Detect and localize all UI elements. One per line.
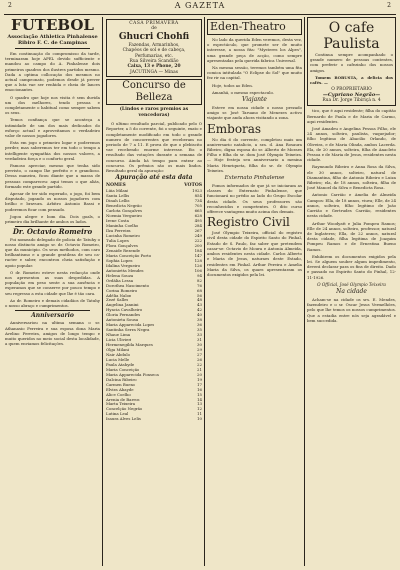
article-paragraph: Anniversariou na ultima semana o sr. Athanasio Ferreira e sua esposa dona Maria Avelino Ferreira, amigos de longo tempo e muito queridos no meio social desta localidade, a quem enviamos felicitações. bbox=[5, 320, 100, 347]
vote-count: 29 bbox=[197, 346, 202, 352]
vote-name: Licia Ulivieri bbox=[106, 338, 132, 343]
vote-name: Ordália Lessa bbox=[106, 278, 134, 283]
vote-count: 20 bbox=[197, 371, 202, 377]
article-paragraph: Famoso apreciar, mesmo que tenha sido previsto, o campo lhe perfeito e e grandioso. Dessa maneira, ficou diante que a massa de pessoas compareceu: aqui temos o que aliás, formado este grande partido. bbox=[5, 163, 100, 189]
article-paragraph: Arthur Woodyatt e Julia Pompeu Ramos; Elle de 24 annos, solteiro, professor, natural de Inglaterra; Ella, de 22 annos, natural desta cidade, filha legitima de Joaquim Pompeu Ramos e de Ernestina Bueno Ramos. bbox=[307, 220, 396, 252]
vote-count: 15 bbox=[197, 391, 202, 397]
vote-count: 854 bbox=[194, 193, 202, 199]
vote-name: Hermenegilda Marques bbox=[106, 343, 153, 348]
futebol-sub1: Associação Athletica Pinhalense bbox=[7, 34, 98, 40]
cafe-paulista-heading: O cafe Paulista bbox=[323, 20, 380, 52]
vote-count: 27 bbox=[197, 351, 202, 357]
article-paragraph: O dr. Romeiro esteve nesta redacção onde nos apresentou as suas despedidas. A população em peso sente a sua ausência e esperamos que se conserve por pouco tempo e seu regresso a esta cidade que lhe é tão cara. bbox=[5, 269, 100, 296]
vote-name: Santinha Serra Negra bbox=[106, 328, 150, 333]
vote-count: 267 bbox=[194, 228, 202, 234]
vote-count: 36 bbox=[197, 322, 202, 328]
vote-count: 12 bbox=[197, 406, 202, 412]
divider bbox=[15, 48, 90, 49]
vote-count: 35 bbox=[197, 327, 202, 333]
vote-name: Idalina Vergueiro bbox=[106, 263, 141, 268]
vote-count: 705 bbox=[194, 203, 202, 209]
vote-name: Dorothea Nascimento bbox=[106, 283, 150, 288]
column-rule bbox=[204, 17, 205, 566]
vote-name: Carmen Bueno bbox=[106, 382, 136, 387]
vote-count: 68 bbox=[197, 287, 202, 293]
vote-name: Antonieta Sousa bbox=[106, 318, 139, 323]
vote-count: 106 bbox=[194, 267, 202, 273]
vote-name: Adélia Nalon bbox=[106, 293, 132, 298]
article-paragraph: Temos confiança que se aconteça a intimidade de um dos mais dedicados do esforço actual e aproveitamos o verdadeiro valor de nossos jogadores. bbox=[5, 117, 100, 139]
futebol-sub2: Ribiro F. C. de Campinas bbox=[17, 40, 88, 46]
emboras-heading: Emboras bbox=[207, 121, 262, 136]
votes-list bbox=[106, 189, 202, 422]
vote-name: Paula Atahyde bbox=[106, 362, 135, 367]
vote-name: Lucinha Romeiro bbox=[106, 234, 140, 239]
article-paragraph: No lado da querida Eden veremos, desta vez, o espectáculo, que promete ser de muito interesse, a nossa fita: "Mysteres los Alpes", uma grande peça de acção, como sempre apresentadas pela querida fabrica Universal. bbox=[207, 37, 302, 63]
vote-count: 16 bbox=[197, 386, 202, 392]
nomes-label: NOMES bbox=[106, 183, 126, 189]
vote-row bbox=[106, 417, 202, 422]
registro-civil-heading: Registro Civil bbox=[207, 215, 290, 230]
vote-count: 128 bbox=[194, 257, 202, 263]
vote-count: 14 bbox=[197, 396, 202, 402]
vote-count: 126 bbox=[194, 262, 202, 268]
column-3 bbox=[207, 17, 302, 566]
vote-name: Benedicta Negrão bbox=[106, 204, 142, 209]
advert-line: de bbox=[151, 26, 157, 32]
vote-name: Ilza Ferreira bbox=[106, 229, 131, 234]
vote-name: Antonietta Mendes bbox=[106, 268, 144, 273]
vote-count: 13 bbox=[197, 401, 202, 407]
article-paragraph: Amanhã, o mesmo espectaculo. bbox=[212, 89, 275, 95]
vote-name: Dinah Lellis bbox=[106, 199, 130, 204]
article-paragraph: Em continuação do compromisso da tarde, terminaram hoje APEL devido sufficiente e mandou ao campo do A. Pinhalense dois primeiros quadros dos ilustres partidos mesmo. Dada a optima collocação dos mesmos no actual campeonato, podemos desde já prever que a luta vae ser renhida e cheia de lances emocionantes. bbox=[5, 51, 100, 93]
vote-name: Noemia Vergueiro bbox=[106, 214, 142, 219]
article-paragraph: Foi nomeado delegado de policia de Tatuhy o nosso distincto amigo sr. dr. Octavio Romeiro, que da municipio. Os seus methodos, com caro brilhantismo e a grande gentileza de seu caracter e saber, encontrou cheia satisfação e apoio popular. bbox=[5, 236, 100, 268]
vote-count: 184 bbox=[194, 247, 202, 253]
apuracao-heading: Apuração até esta data bbox=[115, 174, 193, 182]
vote-name: Helena Souza bbox=[106, 273, 134, 278]
vote-name: Hyacia Cavalheiro bbox=[106, 308, 143, 313]
advert-name: —Cypriano Negrão— bbox=[322, 91, 381, 98]
vote-name: Maria Apparecida Lopes bbox=[106, 323, 155, 328]
advert-paragraph: Tomem ROBUSTA, a delicia dos cafés. — bbox=[310, 74, 393, 86]
eden-theatro-heading: Eden-Theatro bbox=[207, 19, 302, 35]
votos-label: VOTOS bbox=[184, 183, 202, 189]
vote-count: 284 bbox=[194, 223, 202, 229]
article-paragraph: tico, que é aqui residente; filha do capitão Bernardo de Paula e de Maria de Carmo, aqui residentes. bbox=[307, 108, 396, 124]
vote-name: Elvira Abayde bbox=[106, 387, 134, 392]
vote-count: 30 bbox=[197, 342, 202, 348]
vote-count: 26 bbox=[197, 356, 202, 362]
vote-name: Flora Gonçalves bbox=[106, 243, 138, 248]
vote-name: Zezé Salles bbox=[106, 298, 129, 303]
advert-line: JACUTINGA — Minas bbox=[130, 69, 178, 75]
vote-name: Concelção Negrão bbox=[106, 407, 143, 412]
vote-count: 734 bbox=[194, 198, 202, 204]
vote-name: Maria Conceição bbox=[106, 367, 140, 372]
masthead bbox=[0, 0, 400, 14]
vote-name: Isaura Alves Lelis bbox=[106, 417, 141, 422]
article-paragraph: Exhibirem os documentos exigidos pela lei. Se alguem souber algum impedimento, deverá declarar para os fins de direito. Dado e passado no Espirito Santo do Pinhal, 12-11-1926. bbox=[307, 253, 396, 280]
vote-count: 33 bbox=[197, 332, 202, 338]
page-number-left: 2 bbox=[8, 2, 13, 9]
advert-line: CASA PRIMAVERA bbox=[129, 21, 179, 26]
vote-name: Gloria Fernandes bbox=[106, 313, 141, 318]
vote-name: Maria Conceição Porto bbox=[106, 253, 152, 258]
vote-name: Santa Lellis bbox=[106, 194, 130, 199]
advert-line: Caixa, 13 e Phone, 20 bbox=[127, 64, 181, 70]
column-rule bbox=[102, 17, 103, 566]
article-paragraph: Antonio Carrião e Amelia de Almeida Campos: Ella, de 18 annos, viuva; Elle, de 24 annos, solteiro, filho legitimo de João Carrião e Gertrudes Carrião, residentes nesta cidade. bbox=[307, 192, 396, 219]
vote-count: 17 bbox=[197, 381, 202, 387]
article-paragraph: José Olympio Teixeira, official do registro civil desta cidade do Espirito Santo do Pinhal, Estado de S. Paulo, faz saber que pretendem casar-se: Octavio de Moura e Antonia Almeida, ambos residentes nesta cidade. Carlos Alberto e Maria de Jesus, naturaes deste Estado, residentes em Pinhal. Arthur Pereira e Amelia Maria da Silva, os quaes apresentaram os documentos exigidos pela lei. bbox=[207, 230, 302, 277]
article-paragraph: Na mesma sessão, teremos também uma fita comica intitulada "O Eclipse do Sol" que muito fez rir na capital. bbox=[207, 65, 302, 81]
externato-heading: Externato Pinhalense bbox=[224, 175, 285, 182]
article-paragraph: Acham-se na cidade os srs. E. Mendes, fazendeiro e o sr. Oscar Jesus Vermelhões, pelo que lhe temos os nossos cumprimentos. Que a estadia entre nós seja agradável e bem succedida. bbox=[307, 296, 396, 323]
vote-count: 222 bbox=[194, 238, 202, 244]
vote-count: 1923 bbox=[192, 188, 202, 194]
vote-count: 19 bbox=[197, 376, 202, 382]
advert-line: Fazendas, Armarinhos, bbox=[128, 42, 180, 48]
vote-name: Corina Romeiro bbox=[106, 288, 138, 293]
advert-paragraph: Continua sempre acompanhado o grande numero de pessoas contentes, com preferir o cafezinho dos nossos amigos. bbox=[310, 52, 393, 73]
vote-count: 665 bbox=[194, 208, 202, 214]
vote-name: Alice Coelho bbox=[106, 392, 131, 397]
futebol-heading: FUTEBOL bbox=[11, 17, 94, 34]
vote-name: Angelina Jannini bbox=[106, 303, 139, 308]
article-paragraph: Apesar de ter sido esperado, o jogo, foi bem disputado, jogando os nossos jogadores com brilho e bravura. Arbitro Antonio Bassi e poderemos ficar com pensado. bbox=[5, 191, 100, 212]
vote-count: 40 bbox=[197, 312, 202, 318]
vote-count: 43 bbox=[197, 302, 202, 308]
na-cidade-heading: Na cidade bbox=[336, 287, 367, 295]
votes-header bbox=[106, 183, 202, 188]
vote-name: Nhaue Lima bbox=[106, 333, 131, 338]
vote-count: 147 bbox=[194, 252, 202, 258]
vote-name: Maria Apparecida Fonseca bbox=[106, 372, 159, 377]
concurso-sub: (Lindos e raros premios as vencedoras) bbox=[119, 107, 189, 119]
vote-count: 76 bbox=[197, 282, 202, 288]
concurso-heading: Concurso de Belleza bbox=[106, 79, 202, 105]
article-paragraph: Jogou alegre e bom dia. Dois goals, o primeiro dia brilhante de ambos os lados. bbox=[5, 213, 100, 225]
vote-name: Lúia Milani bbox=[106, 189, 129, 194]
column-2 bbox=[106, 17, 202, 566]
article-paragraph: Esteve em nossa cidade o nosso prezado amigo sr. José Taruano de Menezes activo viajante que anda ahora visitando a zona. bbox=[207, 105, 302, 121]
vote-name: Carlota Gonçalves bbox=[106, 209, 143, 214]
viajante-heading: Viajante bbox=[242, 96, 267, 104]
vote-name: Maninha Coelho bbox=[106, 224, 139, 229]
vote-count: 56 bbox=[197, 292, 202, 298]
vote-count: 249 bbox=[194, 233, 202, 239]
section-heading: Anniversario bbox=[31, 312, 74, 320]
signature: O Official, José Olympio Teixeira bbox=[317, 281, 386, 287]
vote-count: 200 bbox=[194, 242, 202, 248]
article-paragraph: Fomos informados de que já se iniciaram as classes do Externato Pinhalense, que funcionará no prédio ao lado do Grupo Escolar desta cidade. Os seus professores são reconhecidos e competentes. O dito curso offerece vantagens muito acima dos demais. bbox=[207, 183, 302, 215]
vote-name: Arenia de Barros bbox=[106, 397, 140, 402]
vote-count: 21 bbox=[197, 366, 202, 372]
section-heading: Dr. Octavio Romeiro bbox=[12, 227, 93, 237]
vote-name: Zenaide Rezende bbox=[106, 248, 140, 253]
vote-count: 11 bbox=[197, 411, 202, 417]
article-paragraph: Raymundo Ribeiro e Anna Rosa da Silva, ele 30 annos, solteiro, natural de Diamantina, filho de Antonio Ribeiro e Luiza Ribeiro; ela, de 18 annos, solteira, filha de José Manoel da Silva e Benedicta Rosa. bbox=[307, 164, 396, 191]
newspaper-title: A GAZETA bbox=[174, 1, 226, 10]
divider bbox=[15, 310, 90, 311]
article-paragraph: José Amadeu e Angelina Pessoa Filho, ele 24 annos, solteiro, paulista, vaquejador; filho legítimo de Abacilio Orlando, de Oliveira, e de Maria Olinda, ambos Lacerda. Ela, de 20 annos, solteira, filha de Anacleto Pessoa e de Maria de Jesus, residentes nesta cidade. bbox=[307, 126, 396, 163]
vote-name: Irene Costa bbox=[106, 219, 129, 224]
advert-casa-primavera bbox=[106, 19, 202, 77]
article-paragraph: Esta em jogo o primeiro logar e poderemos perder, mas saberemos ter em todo o tempo a intelligente sympathia dos nossos valores, a verdadeira força e o conforto geral. bbox=[5, 140, 100, 161]
advert-line: Rua Dr. Jorge Tibiriçá n. 4 bbox=[322, 98, 381, 104]
article-paragraph: Ao dr. Romeiro e demais cidadãos de Tatuhy o nosso abraço e cumprimentos. bbox=[5, 297, 100, 308]
vote-name: Marta Teixeira bbox=[106, 402, 136, 407]
column-4 bbox=[307, 17, 396, 566]
article-paragraph: O quadro que hoje nos visita é sem duvida um dos melhores, tendo pessoa e completamente o habitual como sempre sabem os seus. bbox=[5, 94, 100, 116]
page-number-right: 2 bbox=[387, 2, 392, 9]
vote-count: 82 bbox=[197, 277, 202, 283]
advert-line: Chapéos de sol e de cabeça, bbox=[122, 48, 186, 54]
vote-count: 48 bbox=[197, 297, 202, 303]
vote-count: 495 bbox=[194, 218, 202, 224]
vote-count: 22 bbox=[197, 361, 202, 367]
article-paragraph: No dia 6 do corrente, completou mais um anniversario natalicio, a sra. d. Ana Rosaura Ribeiro, digna esposa do sr. Alberto de Moraes Filho e filha do sr. dom José Olympio Teixeira. — Hoje festeja seu anniversario a menina Maria Henriqueta, filha do sr. dr. Olympio Teixeira. bbox=[207, 136, 302, 173]
vote-count: 628 bbox=[194, 213, 202, 219]
vote-name: Dalcina Ribeiro bbox=[106, 377, 137, 382]
cafe-paulista-advert bbox=[307, 17, 396, 106]
article-paragraph: O ultimo resultado parcial, publicado pelo O Reporter, a 5 do corrente, foi o seguinte, exato e completamente modificado em todo o grande numero de concorrentes que receberam no periodo de 7 a 11. E prova de que o plebiscito vae recebendo enorme interesse. Eis o resultado das votações durante a semana de concurso. Ainda há tempo para entrar ao concurso. Os prêmios são os mais lindos. Resultado geral da apuração: bbox=[106, 121, 202, 174]
vote-name: Olga Milani bbox=[106, 347, 130, 352]
vote-count: 38 bbox=[197, 317, 202, 323]
column-1 bbox=[5, 17, 100, 566]
vote-name: Tulia Lopes bbox=[106, 239, 129, 244]
vote-count: 94 bbox=[197, 272, 202, 278]
vote-count: 42 bbox=[197, 307, 202, 313]
column-rule bbox=[304, 17, 305, 566]
vote-name: Lutina Leal bbox=[106, 412, 129, 417]
advert-line: Rua Silveira Scandião bbox=[129, 59, 179, 65]
vote-count: 31 bbox=[197, 337, 202, 343]
advert-line: O PROPRIETARIO bbox=[331, 87, 372, 93]
masthead-rule bbox=[4, 14, 396, 15]
vote-count: 10 bbox=[197, 416, 202, 422]
advert-name: Ghucri Chohfi bbox=[118, 31, 190, 42]
vote-name: Sophia Lopes bbox=[106, 258, 133, 263]
vote-name: Lucia Melle bbox=[106, 357, 130, 362]
article-paragraph: Hoje, todos ao Eden. bbox=[212, 82, 253, 88]
vote-name: Nair Abdulo bbox=[106, 352, 130, 357]
advert-line: Perfumarias, etc. bbox=[134, 53, 174, 59]
